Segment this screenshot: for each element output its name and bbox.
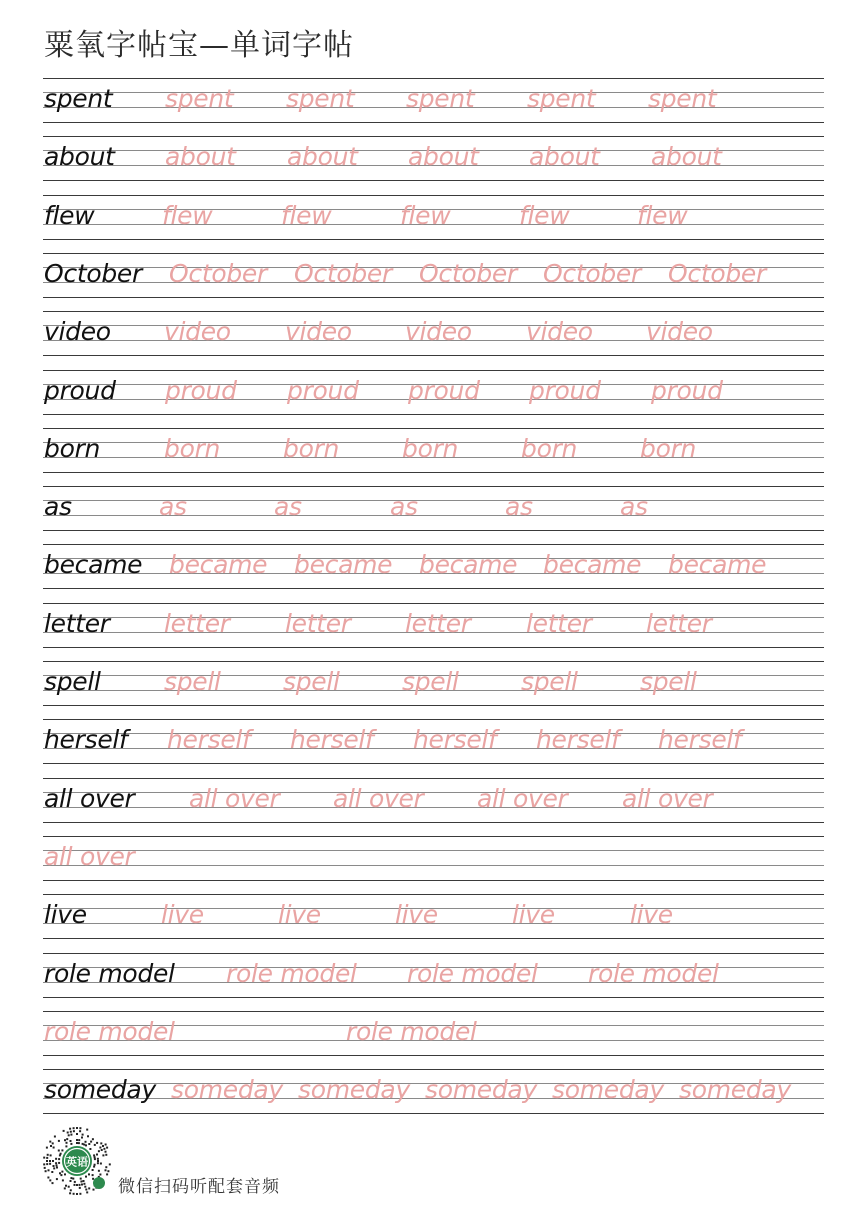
trace-word: became xyxy=(668,550,767,580)
practice-row xyxy=(43,1011,824,1069)
trace-word: as xyxy=(505,492,533,522)
trace-word: about xyxy=(529,142,600,172)
trace-word: October xyxy=(543,258,641,288)
trace-word: about xyxy=(408,142,479,172)
trace-word: spent xyxy=(406,84,475,113)
trace-word: video xyxy=(164,317,231,347)
trace-word: spell xyxy=(283,667,340,696)
practice-row xyxy=(43,370,824,428)
trace-word: flew xyxy=(281,200,332,230)
model-word: someday xyxy=(44,1075,156,1105)
trace-word: spent xyxy=(165,84,234,113)
guide-line xyxy=(43,822,824,823)
guide-line xyxy=(43,239,824,240)
trace-word: all over xyxy=(44,841,135,871)
guide-line xyxy=(43,297,824,298)
trace-word: became xyxy=(543,550,642,580)
trace-word: letter xyxy=(405,608,471,638)
model-word: proud xyxy=(44,375,116,405)
trace-word: all over xyxy=(189,783,280,813)
trace-word: about xyxy=(651,142,722,172)
trace-word: someday xyxy=(552,1075,664,1105)
practice-row xyxy=(43,836,824,894)
model-word: October xyxy=(44,258,142,288)
model-word: as xyxy=(44,492,72,522)
guide-line xyxy=(43,588,824,589)
guide-line xyxy=(43,253,824,254)
trace-word: live xyxy=(395,900,438,930)
trace-word: October xyxy=(668,258,766,288)
trace-word: born xyxy=(283,433,340,463)
trace-word: became xyxy=(294,550,393,580)
guide-line xyxy=(43,195,824,196)
model-word: herself xyxy=(44,725,128,755)
practice-row xyxy=(43,486,824,544)
model-word: spent xyxy=(44,84,113,113)
trace-word: proud xyxy=(165,375,237,405)
model-word: video xyxy=(44,317,111,347)
trace-word: someday xyxy=(425,1075,537,1105)
trace-word: video xyxy=(285,317,352,347)
trace-word: video xyxy=(646,317,713,347)
trace-word: as xyxy=(620,492,648,522)
guide-line xyxy=(43,311,824,312)
model-word: all over xyxy=(44,783,135,813)
practice-row xyxy=(43,311,824,369)
trace-word: became xyxy=(169,550,268,580)
trace-word: live xyxy=(161,900,204,930)
practice-row xyxy=(43,603,824,661)
footer-caption: 微信扫码听配套音频 xyxy=(118,1177,280,1197)
trace-word: letter xyxy=(646,608,712,638)
guide-line xyxy=(43,122,824,123)
guide-line xyxy=(43,136,824,137)
trace-word: all over xyxy=(622,783,713,813)
model-word: letter xyxy=(44,608,110,638)
practice-row xyxy=(43,894,824,952)
trace-word: letter xyxy=(164,608,230,638)
trace-word: as xyxy=(390,492,418,522)
trace-word: spell xyxy=(402,667,459,696)
trace-word: spell xyxy=(521,667,578,696)
trace-word: live xyxy=(512,900,555,930)
trace-word: herself xyxy=(290,725,374,755)
model-word: live xyxy=(44,900,87,930)
model-word: spell xyxy=(44,667,101,696)
guide-line xyxy=(43,1055,824,1056)
practice-row xyxy=(43,253,824,311)
practice-row xyxy=(43,428,824,486)
trace-word: born xyxy=(640,433,697,463)
guide-line xyxy=(43,997,824,998)
guide-line xyxy=(43,355,824,356)
trace-word: live xyxy=(278,900,321,930)
trace-word: herself xyxy=(167,725,251,755)
guide-line xyxy=(43,414,824,415)
trace-word: someday xyxy=(298,1075,410,1105)
practice-row xyxy=(43,195,824,253)
guide-line xyxy=(43,836,824,837)
trace-word: flew xyxy=(637,200,688,230)
trace-word: flew xyxy=(162,200,213,230)
guide-line xyxy=(43,472,824,473)
guide-line xyxy=(43,719,824,720)
trace-word: about xyxy=(287,142,358,172)
trace-word: flew xyxy=(519,200,570,230)
trace-word: herself xyxy=(413,725,497,755)
trace-word: born xyxy=(521,433,578,463)
trace-word: about xyxy=(165,142,236,172)
guide-line xyxy=(43,1113,824,1114)
trace-word: October xyxy=(419,258,517,288)
guide-line xyxy=(43,603,824,604)
guide-line xyxy=(43,647,824,648)
guide-line xyxy=(43,180,824,181)
practice-row xyxy=(43,78,824,136)
model-word: became xyxy=(44,550,143,580)
model-word: flew xyxy=(44,200,95,230)
guide-line xyxy=(43,544,824,545)
trace-word: role model xyxy=(346,1016,477,1046)
guide-line xyxy=(43,938,824,939)
guide-line xyxy=(43,894,824,895)
guide-line xyxy=(43,530,824,531)
trace-word: spell xyxy=(164,667,221,696)
practice-row xyxy=(43,719,824,777)
trace-word: video xyxy=(526,317,593,347)
model-word: born xyxy=(44,433,101,463)
guide-line xyxy=(43,78,824,79)
trace-word: herself xyxy=(536,725,620,755)
trace-word: as xyxy=(159,492,187,522)
guide-line xyxy=(43,763,824,764)
trace-word: someday xyxy=(171,1075,283,1105)
guide-line xyxy=(43,486,824,487)
trace-word: herself xyxy=(658,725,742,755)
qr-badge-label: 英语 xyxy=(66,1155,88,1169)
guide-line xyxy=(43,953,824,954)
guide-line xyxy=(43,370,824,371)
trace-word: spent xyxy=(286,84,355,113)
trace-word: all over xyxy=(333,783,424,813)
trace-word: spent xyxy=(527,84,596,113)
trace-word: proud xyxy=(651,375,723,405)
trace-word: letter xyxy=(526,608,592,638)
trace-word: October xyxy=(294,258,392,288)
guide-line xyxy=(43,428,824,429)
trace-word: as xyxy=(274,492,302,522)
trace-word: became xyxy=(419,550,518,580)
model-word: role model xyxy=(44,958,175,988)
qr-code-icon xyxy=(42,1126,112,1196)
trace-word: role model xyxy=(226,958,357,988)
guide-line xyxy=(43,661,824,662)
practice-row xyxy=(43,1069,824,1127)
guide-line xyxy=(43,778,824,779)
trace-word: role model xyxy=(588,958,719,988)
trace-word: role model xyxy=(407,958,538,988)
trace-word: spell xyxy=(640,667,697,696)
trace-word: live xyxy=(630,900,673,930)
trace-word: October xyxy=(169,258,267,288)
practice-row xyxy=(43,953,824,1011)
model-word: about xyxy=(44,142,115,172)
trace-word: spent xyxy=(648,84,717,113)
trace-word: role model xyxy=(44,1016,175,1046)
practice-row xyxy=(43,661,824,719)
trace-word: proud xyxy=(529,375,601,405)
guide-line xyxy=(43,1011,824,1012)
guide-line xyxy=(43,850,824,851)
trace-word: born xyxy=(164,433,221,463)
trace-word: video xyxy=(405,317,472,347)
trace-word: born xyxy=(402,433,459,463)
trace-word: proud xyxy=(408,375,480,405)
trace-word: proud xyxy=(287,375,359,405)
trace-word: all over xyxy=(477,783,568,813)
practice-row xyxy=(43,544,824,602)
guide-line xyxy=(43,865,824,866)
page-title: 粟氧字帖宝—单词字帖 xyxy=(44,28,354,63)
practice-row xyxy=(43,778,824,836)
trace-word: letter xyxy=(285,608,351,638)
trace-word: someday xyxy=(679,1075,791,1105)
practice-row xyxy=(43,136,824,194)
guide-line xyxy=(43,705,824,706)
guide-line xyxy=(43,1069,824,1070)
trace-word: flew xyxy=(400,200,451,230)
guide-line xyxy=(43,880,824,881)
